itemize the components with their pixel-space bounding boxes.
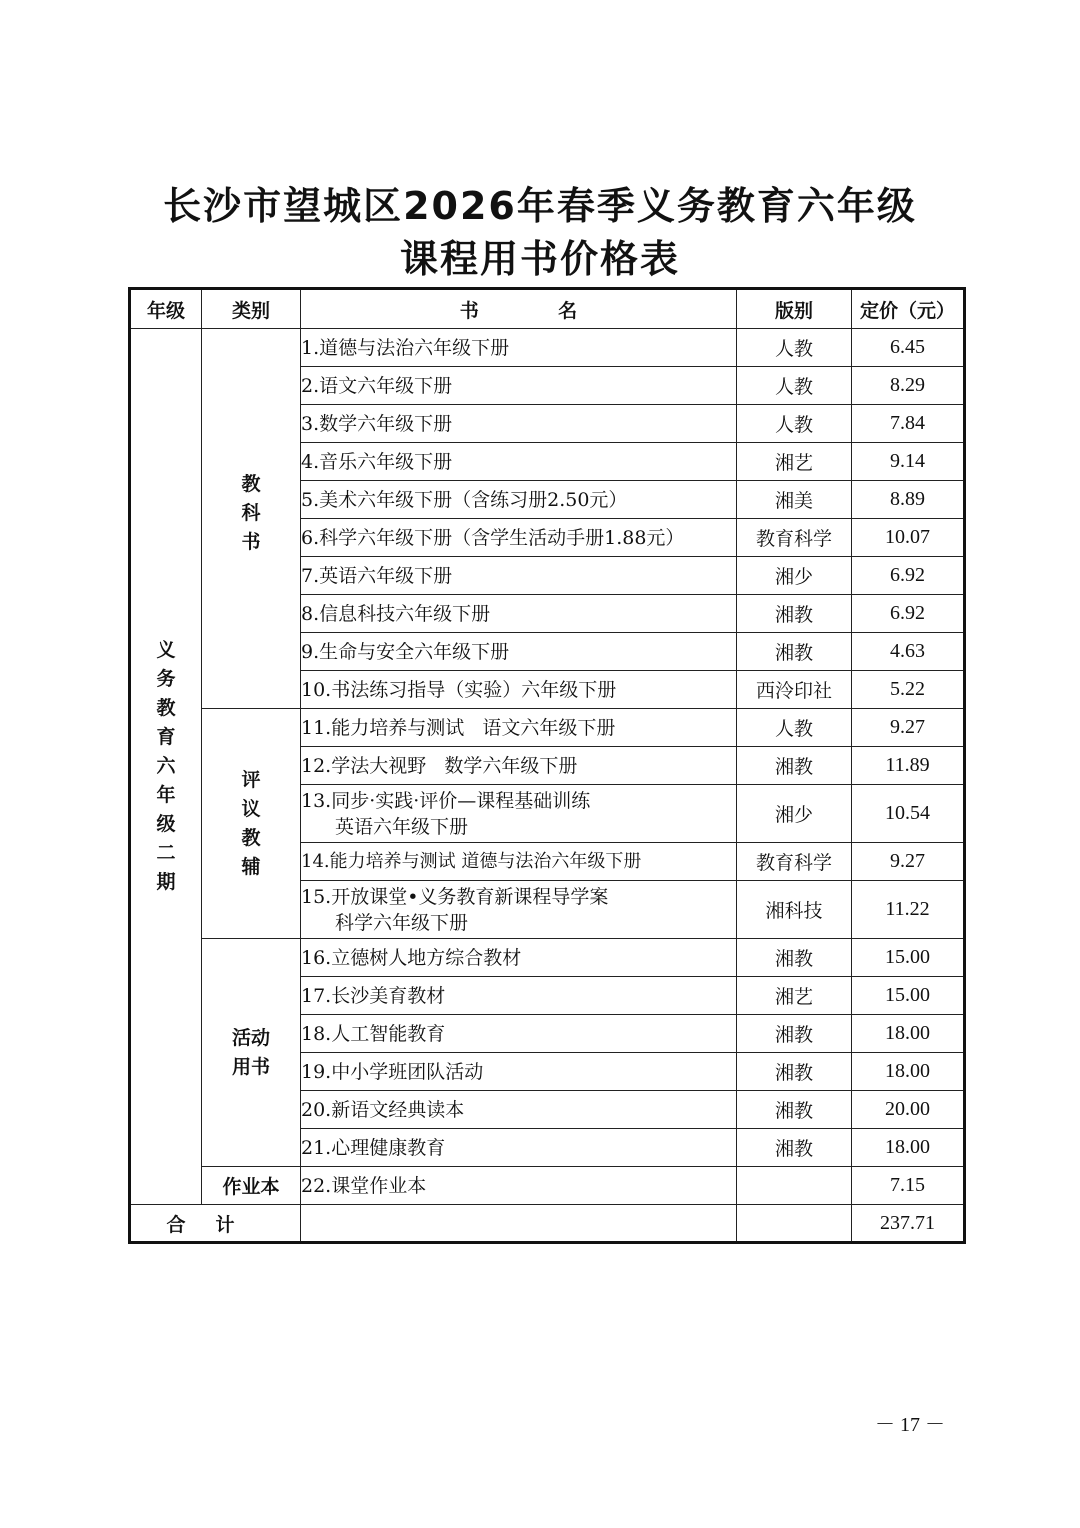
book-publisher: 人教 (737, 709, 852, 747)
table-row (130, 939, 965, 977)
book-price: 10.07 (852, 519, 965, 557)
book-name-cell (301, 881, 737, 939)
book-name: 2.语文六年级下册 (301, 367, 737, 405)
book-publisher: 人教 (737, 329, 852, 367)
book-publisher: 湘艺 (737, 443, 852, 481)
book-publisher: 人教 (737, 405, 852, 443)
book-name-line2: 科学六年级下册 (335, 911, 469, 934)
book-name: 22.课堂作业本 (301, 1167, 737, 1205)
book-price: 8.89 (852, 481, 965, 519)
book-publisher: 湘教 (737, 1129, 852, 1167)
book-price: 15.00 (852, 939, 965, 977)
book-price: 18.00 (852, 1129, 965, 1167)
book-price: 15.00 (852, 977, 965, 1015)
book-name: 12.学法大视野 数学六年级下册 (301, 747, 737, 785)
book-price: 8.29 (852, 367, 965, 405)
book-name: 16.立德树人地方综合教材 (301, 939, 737, 977)
book-name: 6.科学六年级下册（含学生活动手册1.88元） (301, 519, 737, 557)
book-price: 7.15 (852, 1167, 965, 1205)
book-publisher: 湘少 (737, 785, 852, 843)
book-publisher (737, 1167, 852, 1205)
header-edition: 版别 (737, 289, 852, 329)
book-name: 1.道德与法治六年级下册 (301, 329, 737, 367)
book-name: 9.生命与安全六年级下册 (301, 633, 737, 671)
book-publisher: 教育科学 (737, 519, 852, 557)
book-name: 8.信息科技六年级下册 (301, 595, 737, 633)
book-publisher: 湘教 (737, 939, 852, 977)
total-price: 237.71 (852, 1205, 965, 1243)
book-name: 15.开放课堂•义务教育新课程导学案 (301, 885, 609, 908)
book-name: 3.数学六年级下册 (301, 405, 737, 443)
book-publisher: 湘艺 (737, 977, 852, 1015)
header-category: 类别 (202, 289, 301, 329)
book-name: 21.心理健康教育 (301, 1129, 737, 1167)
book-name: 20.新语文经典读本 (301, 1091, 737, 1129)
book-name-line2: 英语六年级下册 (335, 815, 469, 838)
total-row (130, 1205, 965, 1243)
book-publisher: 湘教 (737, 595, 852, 633)
book-price: 5.22 (852, 671, 965, 709)
book-name: 19.中小学班团队活动 (301, 1053, 737, 1091)
category-textbook-label: 教科书 (241, 473, 261, 553)
total-empty-publisher (737, 1205, 852, 1243)
book-price: 18.00 (852, 1015, 965, 1053)
header-row (130, 289, 965, 329)
book-name: 7.英语六年级下册 (301, 557, 737, 595)
total-empty-name (301, 1205, 737, 1243)
document-title-line1: 长沙市望城区2026年春季义务教育六年级 (163, 184, 917, 228)
price-table (128, 287, 966, 1244)
page-number: － 17 － (875, 1414, 945, 1436)
table-row (130, 709, 965, 747)
book-publisher: 西泠印社 (737, 671, 852, 709)
book-price: 9.27 (852, 709, 965, 747)
book-price: 9.27 (852, 843, 965, 881)
book-name: 4.音乐六年级下册 (301, 443, 737, 481)
book-price: 20.00 (852, 1091, 965, 1129)
book-name: 18.人工智能教育 (301, 1015, 737, 1053)
grade-label: 义务教育六年级二期 (156, 639, 176, 893)
book-publisher: 湘美 (737, 481, 852, 519)
book-price: 9.14 (852, 443, 965, 481)
header-price: 定价（元） (852, 289, 965, 329)
table-row (130, 329, 965, 367)
category-activity-label: 活动用书 (231, 1026, 270, 1078)
document-title-line2: 课程用书价格表 (399, 237, 680, 281)
book-name: 17.长沙美育教材 (301, 977, 737, 1015)
header-book-name: 书 名 (301, 289, 737, 329)
table-row (130, 1167, 965, 1205)
book-publisher: 教育科学 (737, 843, 852, 881)
book-publisher: 湘教 (737, 747, 852, 785)
book-price: 10.54 (852, 785, 965, 843)
book-publisher: 湘教 (737, 1091, 852, 1129)
category-textbook (202, 329, 301, 709)
book-price: 6.92 (852, 557, 965, 595)
book-name: 10.书法练习指导（实验）六年级下册 (301, 671, 737, 709)
book-price: 6.92 (852, 595, 965, 633)
book-price: 7.84 (852, 405, 965, 443)
book-publisher: 湘科技 (737, 881, 852, 939)
header-grade: 年级 (130, 289, 202, 329)
book-name: 13.同步·实践·评价—课程基础训练 (301, 789, 591, 812)
book-publisher: 湘教 (737, 1053, 852, 1091)
book-publisher: 人教 (737, 367, 852, 405)
book-publisher: 湘教 (737, 633, 852, 671)
book-name: 14.能力培养与测试 道德与法治六年级下册 (301, 843, 737, 881)
book-name: 11.能力培养与测试 语文六年级下册 (301, 709, 737, 747)
category-review-label: 评议教辅 (241, 768, 261, 878)
book-price: 6.45 (852, 329, 965, 367)
book-name: 5.美术六年级下册（含练习册2.50元） (301, 481, 737, 519)
book-price: 4.63 (852, 633, 965, 671)
book-name-cell (301, 785, 737, 843)
book-publisher: 湘少 (737, 557, 852, 595)
category-review (202, 709, 301, 939)
book-price: 11.89 (852, 747, 965, 785)
total-label: 合计 (130, 1205, 301, 1243)
book-publisher: 湘教 (737, 1015, 852, 1053)
category-activity (202, 939, 301, 1167)
grade-cell (130, 329, 202, 1205)
book-price: 18.00 (852, 1053, 965, 1091)
category-homework: 作业本 (202, 1167, 301, 1205)
book-price: 11.22 (852, 881, 965, 939)
